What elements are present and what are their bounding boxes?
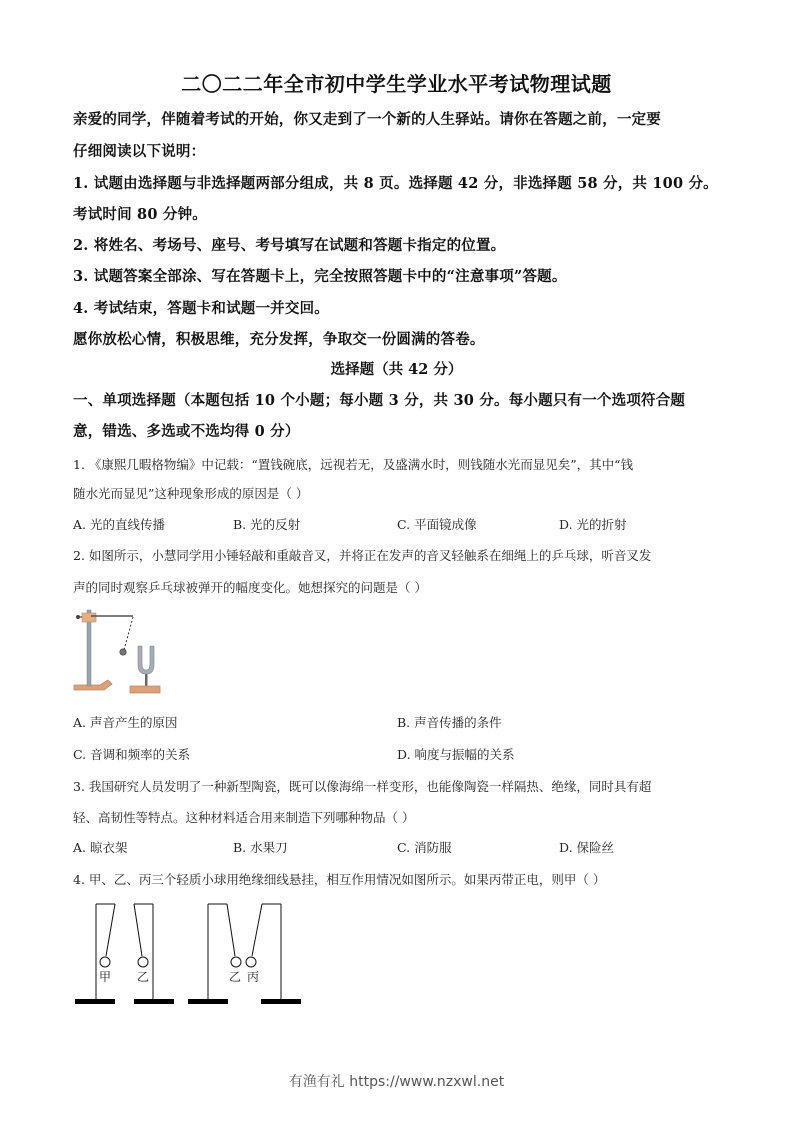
question-1-option-b: B. 光的反射 xyxy=(233,517,301,532)
question-4-stem-1: 4. 甲、乙、丙三个轻质小球用绝缘细线悬挂，相互作用情况如图所示。如果丙带正电，则甲（ ） xyxy=(73,872,606,887)
charged-balls-figure xyxy=(60,890,320,1020)
tuning-fork-figure xyxy=(60,600,190,700)
watermark-footer: 有渔有礼 https://www.nzxwl.net xyxy=(288,1074,505,1090)
question-2-option-d: D. 响度与振幅的关系 xyxy=(397,747,515,762)
question-3-stem-1: 3. 我国研究人员发明了一种新型陶瓷，既可以像海绵一样变形，也能像陶瓷一样隔热、绝缘，同时具有超 xyxy=(73,779,652,794)
page-title: 二〇二二年全市初中学生学业水平考试物理试题 xyxy=(181,72,612,96)
question-2-stem-1: 2. 如图所示，小慧同学用小锤轻敲和重敲音叉，并将正在发声的音叉轻触系在细绳上的乒乓球，听音叉发 xyxy=(73,548,652,563)
section-title: 选择题（共 42 分） xyxy=(330,361,463,378)
closing-wish: 愿你放松心情，积极思维，充分发挥，争取交一份圆满的答卷。 xyxy=(73,331,485,348)
question-1-option-a: A. 光的直线传播 xyxy=(73,517,165,532)
question-1-option-c: C. 平面镜成像 xyxy=(397,517,477,532)
question-3-option-d: D. 保险丝 xyxy=(559,840,615,855)
part-heading-line-2: 意，错选、多选或不选均得 0 分） xyxy=(73,423,300,440)
ball-label-yi-1: 乙 xyxy=(137,970,150,984)
instruction-1: 1. 试题由选择题与非选择题两部分组成，共 8 页。选择题 42 分，非选择题 58 分，共 100 分。 xyxy=(73,175,718,192)
question-3-option-c: C. 消防服 xyxy=(397,840,452,855)
ball-label-jia: 甲 xyxy=(99,970,112,984)
ball-label-yi-2: 乙 xyxy=(229,970,242,984)
question-3-option-a: A. 晾衣架 xyxy=(73,840,128,855)
intro-line-1: 亲爱的同学，伴随着考试的开始，你又走到了一个新的人生驿站。请你在答题之前，一定要 xyxy=(73,111,661,128)
question-1-option-d: D. 光的折射 xyxy=(559,517,627,532)
question-1-stem-1: 1. 《康熙几暇格物编》中记载：“置钱碗底，远视若无，及盛满水时，则钱随水光而显见矣”，其中“钱 xyxy=(73,457,634,472)
question-1-stem-2: 随水光而显见”这种现象形成的原因是（ ） xyxy=(73,486,309,501)
question-2-option-a: A. 声音产生的原因 xyxy=(73,715,178,730)
question-3-option-b: B. 水果刀 xyxy=(233,840,288,855)
instruction-2: 2. 将姓名、考场号、座号、考号填写在试题和答题卡指定的位置。 xyxy=(73,237,506,254)
question-2-option-c: C. 音调和频率的关系 xyxy=(73,747,191,762)
intro-line-2: 仔细阅读以下说明： xyxy=(73,143,206,160)
instruction-1-cont: 考试时间 80 分钟。 xyxy=(73,206,207,223)
question-2-option-b: B. 声音传播的条件 xyxy=(397,715,502,730)
instruction-4: 4. 考试结束，答题卡和试题一并交回。 xyxy=(73,300,329,317)
ball-label-bing: 丙 xyxy=(247,970,260,984)
question-3-stem-2: 轻、高韧性等特点。这种材料适合用来制造下列哪种物品（ ） xyxy=(73,810,415,825)
question-2-stem-2: 声的同时观察乒乓球被弹开的幅度变化。她想探究的问题是（ ） xyxy=(73,580,427,595)
instruction-3: 3. 试题答案全部涂、写在答题卡上，完全按照答题卡中的“注意事项”答题。 xyxy=(73,268,567,285)
part-heading-line-1: 一、单项选择题（本题包括 10 个小题；每小题 3 分，共 30 分。每小题只有一个选项符合题 xyxy=(73,392,686,409)
